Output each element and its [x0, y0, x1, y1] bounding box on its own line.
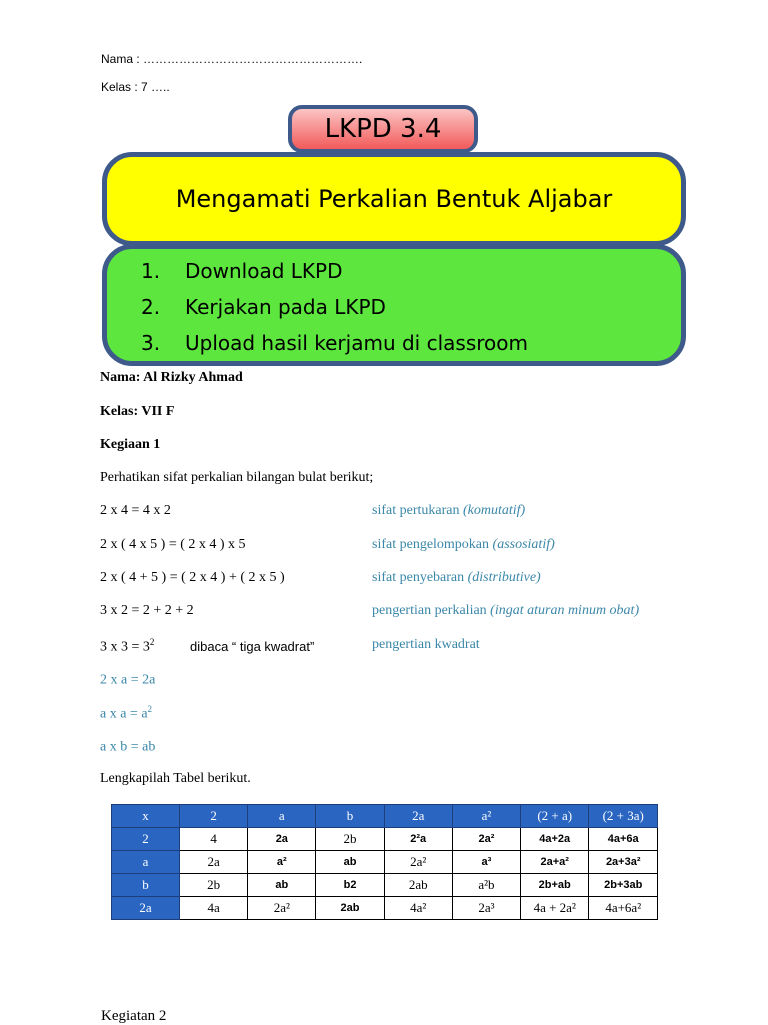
table-cell: 4a+6a: [589, 828, 658, 851]
row-header-cell: 2: [112, 828, 180, 851]
algebra-line: 2 x a = 2a: [100, 672, 156, 688]
step-1: 1. Download LKPD: [141, 259, 343, 283]
table-cell: 2b+ab: [521, 874, 589, 897]
table-cell: 2a: [248, 828, 316, 851]
table-cell: ab: [248, 874, 316, 897]
table-row: [112, 851, 658, 874]
table-cell: b2: [316, 874, 384, 897]
title-box: [102, 152, 686, 246]
kegiatan2-title: Kegiatan 2: [101, 1008, 167, 1024]
table-header-row: [112, 805, 658, 828]
table-cell: 4: [180, 828, 248, 851]
rule-note: sifat penyebaran (distributive): [372, 570, 541, 585]
square-expr: 3 x $3 = 3^2$: [100, 637, 155, 655]
algebra-line: a x $a = a^2$: [100, 704, 153, 722]
lkpd-code: LKPD 3.4: [324, 114, 442, 144]
kelas-line: Kelas : 7 …..: [101, 80, 170, 94]
table-cell: 2a: [180, 851, 248, 874]
header-cell: a: [248, 805, 316, 828]
row-header-cell: a: [112, 851, 180, 874]
table-cell: 2a²: [384, 851, 452, 874]
table-cell: 2a²: [452, 828, 520, 851]
table-cell: 2a+3a²: [589, 851, 658, 874]
rule-expr: 2 x ( 4 + 5 ) = ( 2 x 4 ) + ( 2 x 5 ): [100, 570, 285, 585]
rule-note: pengertian perkalian (ingat aturan minum obat): [372, 603, 640, 618]
header-cell: (2 + 3a): [589, 805, 658, 828]
table-cell: 2b: [316, 828, 384, 851]
rule-expr: 2 x ( 4 x 5 ) = ( 2 x 4 ) x 5: [100, 537, 246, 552]
table-cell: 2a²: [248, 897, 316, 920]
table-cell: 4a+6a²: [589, 897, 658, 920]
rule-note: sifat pengelompokan (assosiatif): [372, 537, 555, 552]
table-cell: 4a+2a: [521, 828, 589, 851]
intro-text: Perhatikan sifat perkalian bilangan bulat berikut;: [100, 470, 374, 485]
kegiatan1-title: Kegiaan 1: [100, 437, 161, 452]
row-header-cell: 2a: [112, 897, 180, 920]
student-class: Kelas: VII F: [100, 404, 175, 419]
table-cell: 4a: [180, 897, 248, 920]
row-header-cell: b: [112, 874, 180, 897]
table-cell: 2ab: [316, 897, 384, 920]
table-cell: 4a²: [384, 897, 452, 920]
table-cell: 2a³: [452, 897, 520, 920]
nama-line: Nama : ……………………………………………….: [101, 52, 363, 66]
table-row: [112, 897, 658, 920]
table-cell: 2²a: [384, 828, 452, 851]
table-cell: 4a + 2a²: [521, 897, 589, 920]
algebra-line: a x b = ab: [100, 739, 156, 755]
square-note: pengertian kwadrat: [372, 637, 480, 652]
table-cell: a²: [248, 851, 316, 874]
table-row: [112, 828, 658, 851]
header-cell: a²: [452, 805, 520, 828]
steps-box: [102, 244, 686, 366]
table-cell: 2b+3ab: [589, 874, 658, 897]
worksheet-title: Mengamati Perkalian Bentuk Aljabar: [175, 185, 613, 213]
rule-expr: 2 x 4 = 4 x 2: [100, 503, 171, 518]
rule-note: sifat pertukaran (komutatif): [372, 503, 526, 518]
table-cell: a³: [452, 851, 520, 874]
table-cell: 2ab: [384, 874, 452, 897]
step-2: 2. Kerjakan pada LKPD: [141, 295, 386, 319]
square-read: dibaca “ tiga kwadrat”: [190, 639, 315, 654]
table-cell: 2a+a²: [521, 851, 589, 874]
table-cell: 2b: [180, 874, 248, 897]
header-cell: (2 + a): [521, 805, 589, 828]
header-cell: b: [316, 805, 384, 828]
student-name: Nama: Al Rizky Ahmad: [100, 370, 243, 385]
header-cell: 2: [180, 805, 248, 828]
header-cell: 2a: [384, 805, 452, 828]
table-intro: Lengkapilah Tabel berikut.: [100, 771, 251, 786]
lkpd-badge: [288, 105, 478, 153]
step-3: 3. Upload hasil kerjamu di classroom: [141, 331, 528, 355]
table-cell: a²b: [452, 874, 520, 897]
header-cell: x: [112, 805, 180, 828]
multiplication-table: [111, 804, 658, 920]
table-row: [112, 874, 658, 897]
rule-expr: 3 x 2 = 2 + 2 + 2: [100, 603, 194, 618]
table-cell: ab: [316, 851, 384, 874]
